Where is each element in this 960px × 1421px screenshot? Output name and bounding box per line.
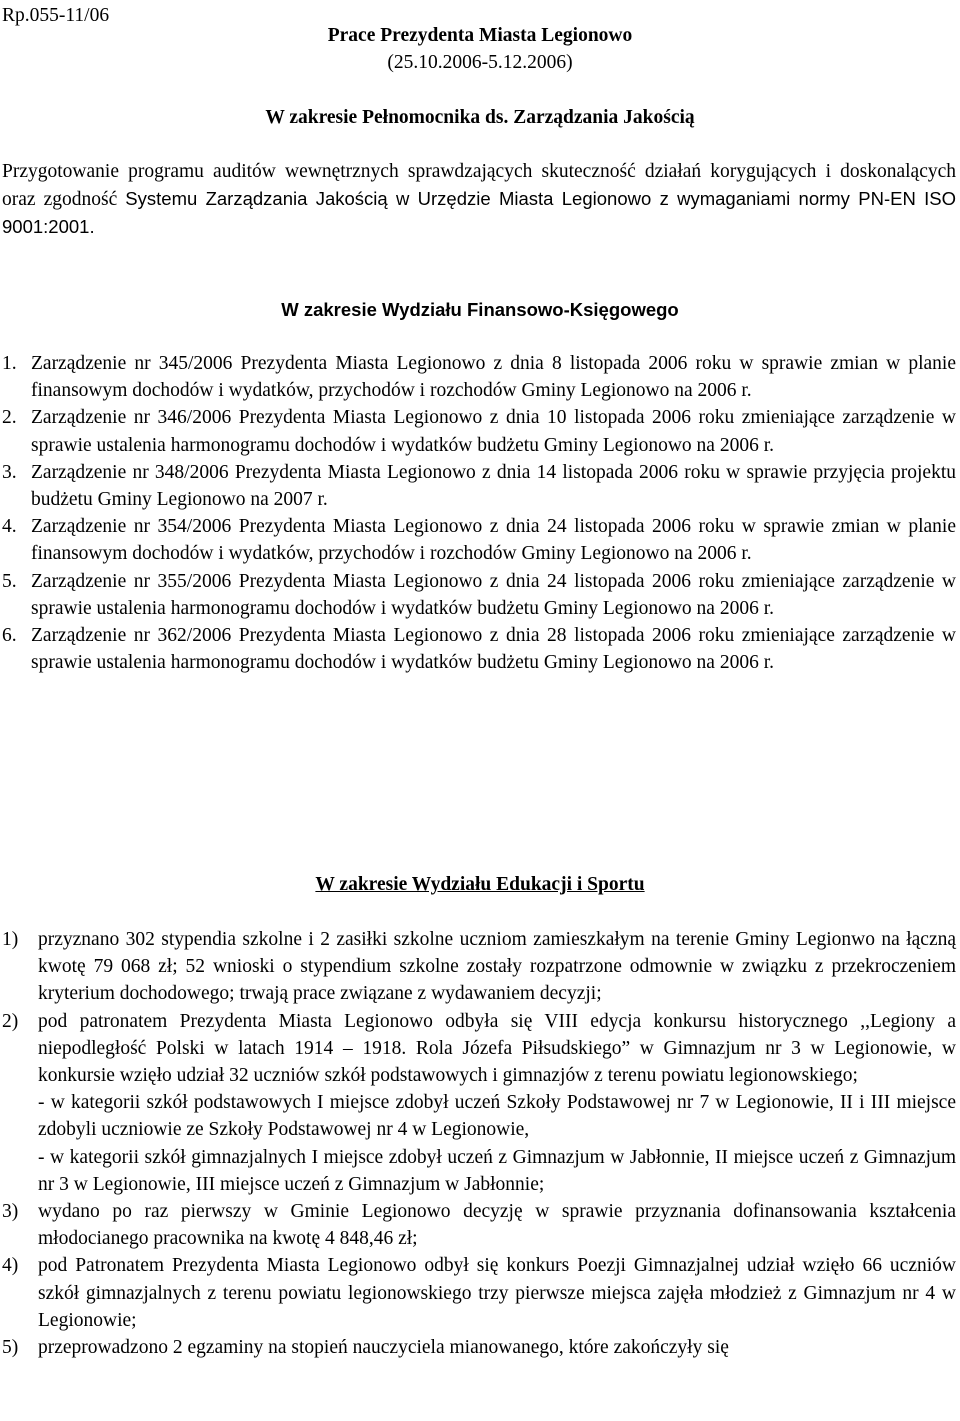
list-item-text: pod Patronatem Prezydenta Miasta Legionowo odbył się konkurs Poezji Gimnazjalnej udział wzięło 66 uczniów szkół gimnazjalnych z terenu powiatu legionowskiego trzy pierwsze miejsca zajęła młodzież z Gimnazjum nr 4 w Legionowie; (38, 1255, 956, 1331)
list-item-number: 2. (2, 407, 17, 429)
quality-management-paragraph (2, 158, 956, 242)
list-item (2, 404, 956, 458)
title-block (0, 22, 960, 76)
list-item (2, 1334, 956, 1361)
finance-list (2, 350, 956, 676)
list-item (2, 513, 956, 567)
list-item-text: przyznano 302 stypendia szkolne i 2 zasiłki szkolne uczniom zamieszkałym na terenie Gminy Legionwo na łączną kwotę 79 068 zł; 52 wnioski o stypendium szkolne zostały rozpatrzone odmownie w związku z przekroczeniem kryterium dochodowego; trwają prace związane z wydawaniem decyzji; (38, 929, 956, 1005)
section-heading-education: W zakresie Wydziału Edukacji i Sportu (315, 874, 645, 895)
list-item (2, 459, 956, 513)
list-item (2, 1252, 956, 1334)
list-item (2, 622, 956, 676)
document-reference-number: Rp.055-11/06 (2, 5, 110, 26)
quality-paragraph-sans-part: Systemu Zarządzania Jakością w Urzędzie Miasta Legionowo z wymaganiami normy PN-EN ISO 9001:2001. (2, 188, 956, 238)
list-item-text: Zarządzenie nr 355/2006 Prezydenta Miasta Legionowo z dnia 24 listopada 2006 roku zmieniające zarządzenie w sprawie ustalenia harmonogramu dochodów i wydatków budżetu Gminy Legionowo na 2006 r. (31, 570, 956, 619)
section-heading-quality-management: W zakresie Pełnomocnika ds. Zarządzania Jakością (265, 107, 695, 128)
list-item-text: Zarządzenie nr 354/2006 Prezydenta Miasta Legionowo z dnia 24 listopada 2006 roku w sprawie zmian w planie finansowym dochodów i wydatków, przychodów i rozchodów Gminy Legionowo na 2006 r. (31, 516, 956, 565)
list-item (2, 350, 956, 404)
list-item (2, 568, 956, 622)
list-item-text: pod patronatem Prezydenta Miasta Legionowo odbyła się VIII edycja konkursu historycznego ,,Legiony a niepodległość Polski w latach 1914 – 1918. Rola Józefa Piłsudskiego” w Gimnazjum nr 3 w Legionowie, w konkursie wzięło udział 32 uczniów szkół podstawowych i gimnazjów z terenu powiatu legionowskiego; (38, 1010, 956, 1087)
list-item-number: 4. (2, 516, 17, 538)
list-item-number: 2) (2, 1010, 19, 1032)
list-item-text: wydano po raz pierwszy w Gminie Legionowo decyzję w sprawie przyznania dofinansowania kształcenia młodocianego pracownika na kwotę 4 848,46 zł; (38, 1201, 956, 1250)
list-item-number: 5) (2, 1337, 19, 1359)
list-item (2, 926, 956, 1008)
list-item-number: 1) (2, 929, 19, 950)
list-item-text: przeprowadzono 2 egzaminy na stopień nauczyciela mianowanego, które zakończyły się (38, 1337, 729, 1359)
list-item-number: 3. (2, 461, 17, 483)
list-item (2, 1008, 956, 1198)
list-item-text: Zarządzenie nr 345/2006 Prezydenta Miasta Legionowo z dnia 8 listopada 2006 roku w sprawie zmian w planie finansowym dochodów i wydatków, przychodów i rozchodów Gminy Legionowo na 2006 r. (31, 353, 956, 402)
list-item-number: 4) (2, 1255, 19, 1277)
education-list (2, 926, 956, 1361)
list-item-text: Zarządzenie nr 362/2006 Prezydenta Miasta Legionowo z dnia 28 listopada 2006 roku zmieniające zarządzenie w sprawie ustalenia harmonogramu dochodów i wydatków budżetu Gminy Legionowo na 2006 r. (31, 625, 956, 674)
list-item-text: Zarządzenie nr 346/2006 Prezydenta Miasta Legionowo z dnia 10 listopada 2006 roku zmieniające zarządzenie w sprawie ustalenia harmonogramu dochodów i wydatków budżetu Gminy Legionowo na 2006 r. (31, 407, 956, 456)
list-item-subpoint: - w kategorii szkół gimnazjalnych I miejsce zdobył uczeń z Gimnazjum w Jabłonnie, II miejsce uczeń z Gimnazjum nr 3 w Legionowie, III miejsce uczeń z Gimnazjum w Jabłonnie; (38, 1146, 956, 1195)
list-item-text: Zarządzenie nr 348/2006 Prezydenta Miasta Legionowo z dnia 14 listopada 2006 roku w sprawie przyjęcia projektu budżetu Gminy Legionowo na 2007 r. (31, 461, 956, 511)
document-title: Prace Prezydenta Miasta Legionowo (327, 25, 633, 46)
list-item (2, 1198, 956, 1252)
list-item-subpoint: - w kategorii szkół podstawowych I miejsce zdobył uczeń Szkoły Podstawowej nr 7 w Legionowie, II i III miejsce zdobyli uczniowie ze Szkoły Podstawowej nr 4 w Legionowie, (38, 1092, 956, 1141)
list-item-number: 3) (2, 1201, 19, 1223)
section-heading-finance: W zakresie Wydziału Finansowo-Księgowego (281, 299, 679, 320)
list-item-number: 6. (2, 625, 17, 647)
list-item-number: 1. (2, 353, 17, 374)
quality-paragraph-serif-part: Przygotowanie programu auditów wewnętrznych sprawdzających skuteczność działań korygujących i doskonalących oraz zgodność (2, 161, 956, 211)
document-date-range: (25.10.2006-5.12.2006) (387, 52, 573, 74)
list-item-number: 5. (2, 570, 17, 592)
